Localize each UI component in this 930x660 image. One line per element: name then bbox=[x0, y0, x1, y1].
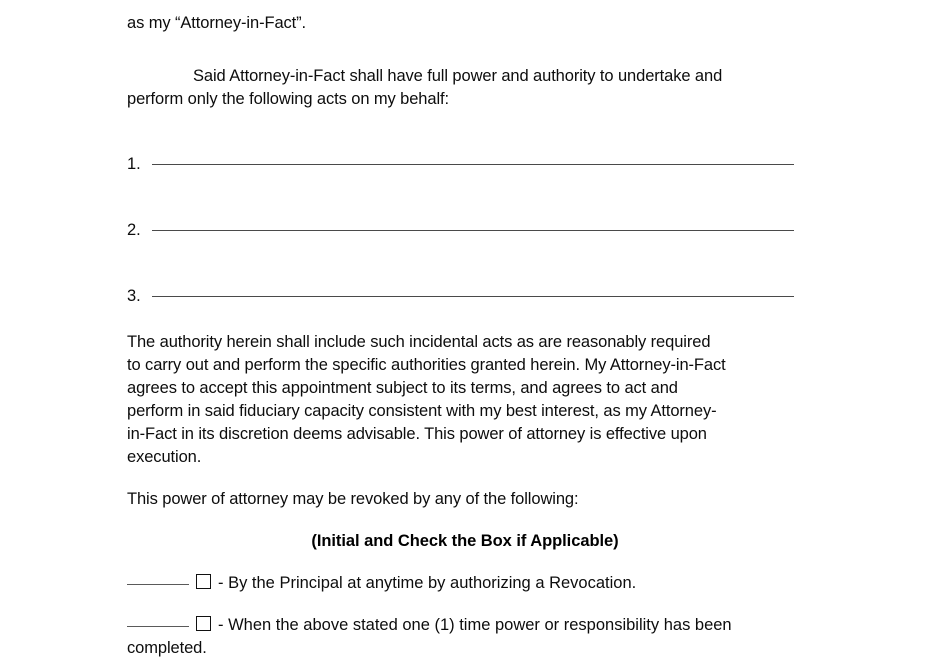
revocation-option-2 bbox=[127, 614, 817, 637]
grant-paragraph-line-2: perform only the following acts on my behalf: bbox=[127, 90, 449, 108]
authority-paragraph-line-2: to carry out and perform the specific authorities granted herein. My Attorney-in-Fact bbox=[127, 356, 726, 374]
authority-paragraph-line-3: agrees to accept this appointment subject to its terms, and agrees to act and bbox=[127, 379, 678, 397]
spacer-before-authority bbox=[127, 308, 817, 331]
revocation-heading: (Initial and Check the Box if Applicable) bbox=[311, 532, 619, 550]
revocation-option-1-initial-blank[interactable] bbox=[127, 584, 189, 585]
authority-paragraph-line-6: execution. bbox=[127, 448, 202, 466]
checkbox-icon[interactable] bbox=[196, 574, 211, 589]
document-body bbox=[127, 0, 817, 660]
spacer-item-1-2 bbox=[127, 176, 817, 219]
revocation-intro: This power of attorney may be revoked by any of the following: bbox=[127, 490, 579, 508]
spacer-item-2-3 bbox=[127, 242, 817, 285]
top-spacer bbox=[127, 0, 817, 12]
spacer-before-revocation bbox=[127, 469, 817, 488]
revocation-option-2-initial-blank[interactable] bbox=[127, 626, 189, 627]
numbered-item-2-number: 2. bbox=[127, 221, 141, 239]
spacer-before-list bbox=[127, 111, 817, 141]
authority-paragraph-line-4: perform in said fiduciary capacity consistent with my best interest, as my Attorney- bbox=[127, 402, 717, 420]
revocation-option-2-text-continued: completed. bbox=[127, 639, 207, 657]
opening-line: as my “Attorney-in-Fact”. bbox=[127, 14, 307, 32]
numbered-item-1 bbox=[127, 153, 817, 176]
revocation-option-2-text: - When the above stated one (1) time power or responsibility has been bbox=[218, 616, 732, 634]
spacer-before-option-2 bbox=[127, 595, 817, 614]
spacer-before-list-2 bbox=[127, 141, 817, 153]
authority-paragraph-line-5: in-Fact in its discretion deems advisable. This power of attorney is effective upon bbox=[127, 425, 707, 443]
numbered-item-2-blank-line[interactable] bbox=[152, 230, 794, 231]
checkbox-icon[interactable] bbox=[196, 616, 211, 631]
spacer-after-opening bbox=[127, 35, 817, 65]
numbered-item-1-blank-line[interactable] bbox=[152, 164, 794, 165]
numbered-item-3 bbox=[127, 285, 817, 308]
grant-paragraph-line-1: Said Attorney-in-Fact shall have full power and authority to undertake and bbox=[193, 67, 723, 85]
revocation-option-1 bbox=[127, 572, 817, 595]
spacer-before-heading bbox=[127, 511, 817, 530]
numbered-item-3-blank-line[interactable] bbox=[152, 296, 794, 297]
numbered-item-2 bbox=[127, 219, 817, 242]
numbered-item-3-number: 3. bbox=[127, 287, 141, 305]
numbered-item-1-number: 1. bbox=[127, 155, 141, 173]
spacer-before-option-1 bbox=[127, 553, 817, 572]
authority-paragraph-line-1: The authority herein shall include such incidental acts as are reasonably required bbox=[127, 333, 711, 351]
revocation-option-1-text: - By the Principal at anytime by authorizing a Revocation. bbox=[218, 574, 637, 592]
